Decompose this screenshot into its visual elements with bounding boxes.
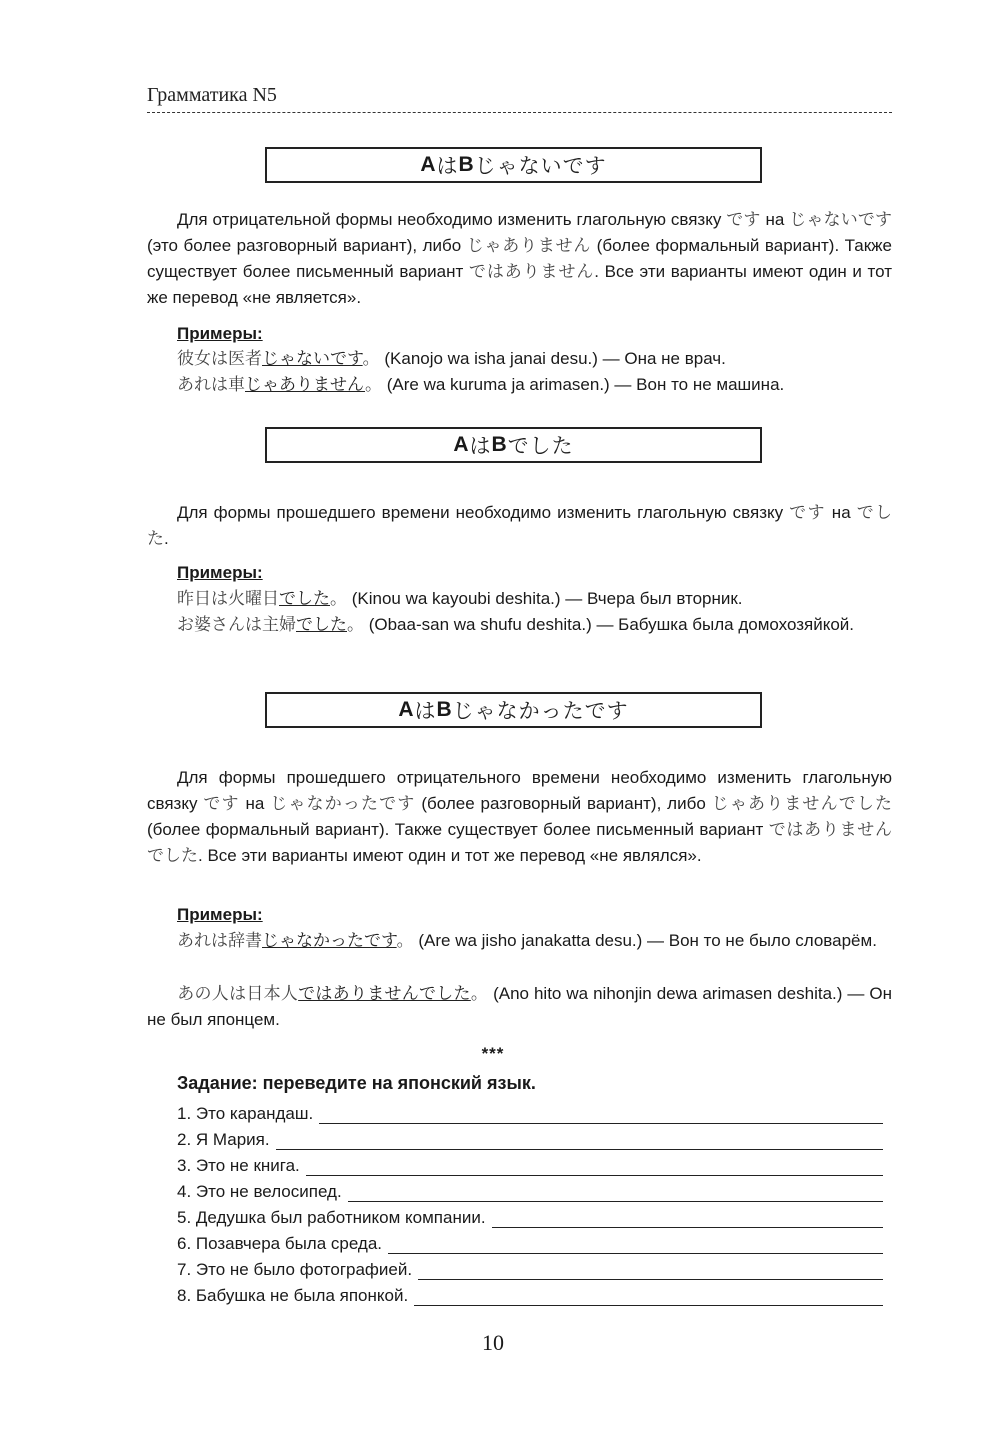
example-period: 。 [396, 931, 414, 951]
task-item [177, 1152, 883, 1176]
section-separator: *** [481, 1044, 505, 1063]
para-text [147, 500, 892, 552]
answer-blank[interactable] [418, 1262, 883, 1280]
text-run: . [164, 529, 169, 548]
text-run: Для отрицательной формы необходимо изменить глагольную связку [177, 210, 727, 229]
section-2-paragraph [147, 500, 892, 552]
japanese-term: です [203, 794, 240, 814]
example-line [147, 586, 892, 612]
example-line [147, 981, 892, 1033]
answer-blank[interactable] [388, 1236, 883, 1254]
title-wa: は [414, 699, 437, 723]
text-run: (более формальный вариант). Также существует более письменный вариант [147, 820, 769, 839]
task-item [177, 1230, 883, 1254]
example-period: 。 [362, 349, 380, 369]
example-underlined: ではありませんでした [298, 984, 471, 1004]
title-b: B [491, 433, 508, 456]
japanese-term: ではありませんでした [147, 820, 892, 866]
section-1-paragraph [147, 207, 892, 311]
task-item [177, 1282, 883, 1306]
example-period: 。 [347, 615, 364, 635]
example-line [147, 346, 892, 372]
japanese-term: じゃありません [466, 236, 592, 256]
para-text [147, 765, 892, 869]
example-line [147, 928, 892, 954]
task-item-label: 1. Это карандаш. [177, 1104, 314, 1123]
title-b: B [436, 698, 453, 721]
example-period: 。 [330, 589, 347, 609]
examples-label-3: Примеры: [177, 905, 263, 924]
example-translation: (Are wa kuruma ja arimasen.) — Вон то не машина. [382, 375, 785, 394]
text-run: на [825, 503, 857, 522]
answer-blank[interactable] [492, 1210, 883, 1228]
example-translation: (Obaa-san wa shufu deshita.) — Бабушка была домохозяйкой. [364, 615, 855, 634]
text-run: Для формы прошедшего отрицательного времени необходимо изменить глагольную связку [147, 768, 892, 813]
text-run: . Все эти варианты имеют один и тот же перевод «не являлся». [198, 846, 702, 865]
example-japanese: あれは辞書 [177, 931, 262, 951]
japanese-term: じゃなかったです [270, 794, 416, 814]
example-line [147, 372, 892, 398]
example-translation: (Are wa jisho janakatta desu.) — Вон то не было словарём. [413, 931, 877, 950]
example-underlined: でした [279, 589, 330, 609]
example-line [147, 612, 892, 638]
task-item [177, 1178, 883, 1202]
title-a: A [398, 698, 415, 721]
title-wa: は [469, 434, 492, 458]
title-rest: じゃなかったです [452, 699, 629, 723]
japanese-term: です [726, 210, 761, 230]
task-item [177, 1256, 883, 1280]
task-title: Задание: переведите на японский язык. [177, 1073, 536, 1093]
example-japanese: あれは車 [177, 375, 245, 395]
section-title-3 [265, 692, 762, 728]
examples-label-2: Примеры: [177, 563, 263, 582]
example-japanese: お婆さんは主婦 [177, 615, 296, 635]
text-run: на [239, 794, 271, 813]
example-translation: (Kanojo wa isha janai desu.) — Она не врач. [379, 349, 726, 368]
task-item-label: 3. Это не книга. [177, 1156, 300, 1175]
task-item [177, 1204, 883, 1228]
example-japanese: あの人は日本人 [177, 984, 299, 1004]
answer-blank[interactable] [414, 1288, 883, 1306]
example-japanese: 彼女は医者 [177, 349, 262, 369]
answer-blank[interactable] [276, 1132, 883, 1150]
example-underlined: でした [296, 615, 347, 635]
task-item-label: 8. Бабушка не была японкой. [177, 1286, 409, 1305]
japanese-term: でした [147, 503, 892, 549]
section-title-1 [265, 147, 762, 183]
example-underlined: じゃありません [245, 375, 366, 395]
answer-blank[interactable] [319, 1106, 883, 1124]
section-3-paragraph [147, 765, 892, 869]
example-period: 。 [470, 984, 489, 1004]
title-a: A [420, 153, 437, 176]
task-item-label: 5. Дедушка был работником компании. [177, 1208, 486, 1227]
page-number: 10 [482, 1330, 504, 1355]
text-run: . Все эти варианты имеют один и тот же перевод «не является». [147, 262, 893, 307]
text-run: на [760, 210, 790, 229]
example-underlined: じゃないです [262, 349, 363, 369]
para-text [147, 207, 892, 311]
header-divider [147, 112, 892, 113]
text-run: (более формальный вариант). Также существует более письменный вариант [147, 236, 893, 281]
examples-label-1: Примеры: [177, 324, 263, 343]
task-item-label: 6. Позавчера была среда. [177, 1234, 383, 1253]
example-period: 。 [365, 375, 383, 395]
text-run: (это более разговорный вариант), либо [147, 236, 467, 255]
text-run: (более разговорный вариант), либо [415, 794, 712, 813]
section-title-2 [265, 427, 762, 463]
answer-blank[interactable] [348, 1184, 883, 1202]
japanese-term: じゃないです [789, 210, 893, 230]
task-item [177, 1100, 883, 1124]
example-translation: (Kinou wa kayoubi deshita.) — Вчера был вторник. [347, 589, 743, 608]
task-item-label: 2. Я Мария. [177, 1130, 270, 1149]
example-japanese: 昨日は火曜日 [177, 589, 279, 609]
text-run: Для формы прошедшего времени необходимо изменить глагольную связку [177, 503, 790, 522]
title-a: A [453, 433, 470, 456]
running-head: Грамматика N5 [147, 84, 277, 106]
task-item-label: 7. Это не было фотографией. [177, 1260, 413, 1279]
title-b: B [458, 153, 475, 176]
japanese-term: じゃありませんでした [711, 794, 893, 814]
japanese-term: です [789, 503, 826, 523]
title-rest: でした [507, 434, 574, 458]
title-rest: じゃないです [474, 154, 607, 178]
task-item [177, 1126, 883, 1150]
example-translation: (Ano hito wa nihonjin dewa arimasen deshita.) — Он не был японцем. [147, 984, 893, 1029]
answer-blank[interactable] [306, 1158, 883, 1176]
task-item-label: 4. Это не велосипед. [177, 1182, 342, 1201]
example-underlined: じゃなかったです [262, 931, 397, 951]
japanese-term: ではありません [468, 262, 595, 282]
title-wa: は [436, 154, 459, 178]
